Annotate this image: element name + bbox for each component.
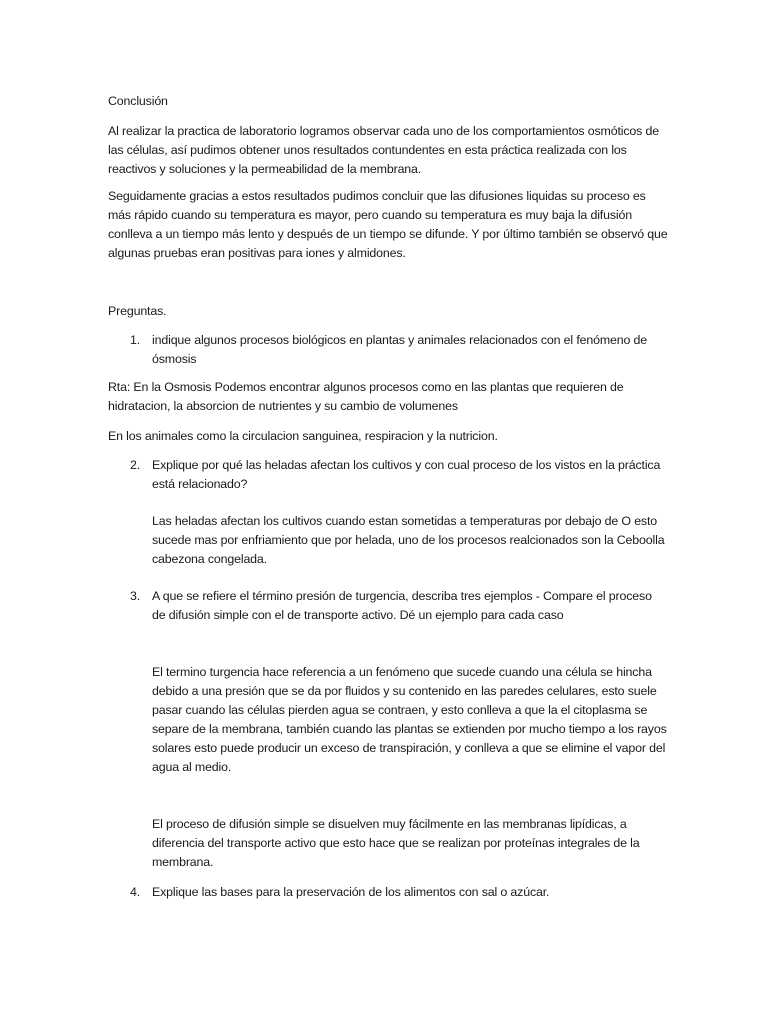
question-4-text: Explique las bases para la preservación de los alimentos con sal o azúcar. — [152, 885, 550, 899]
question-2-text: Explique por qué las heladas afectan los cultivos y con cual proceso de los vistos en la práctica está relacionado? — [152, 458, 661, 491]
question-2-answer: Las heladas afectan los cultivos cuando estan sometidas a temperaturas por debajo de O esto sucede mas por enfriamiento que por helada, uno de los procesos realcionados son la Ceboolla cabezona congelada. — [152, 514, 665, 566]
question-1-answer-2: En los animales como la circulacion sanguinea, respiracion y la nutricion. — [108, 429, 498, 443]
question-1-number: 1. — [130, 333, 141, 347]
conclusion-paragraph-1: Al realizar la practica de laboratorio logramos observar cada uno de los comportamientos osmóticos de las células, así pudimos obtener unos resultados contundentes en esta práctica realizada con los reactivos y soluciones y la permeabilidad de la membrana. — [108, 124, 659, 176]
question-3-number: 3. — [130, 589, 141, 603]
question-1-answer-1: Rta: En la Osmosis Podemos encontrar algunos procesos como en las plantas que requieren de hidratacion, la absorcion de nutrientes y su cambio de volumenes — [108, 380, 624, 413]
conclusion-heading: Conclusión — [108, 94, 168, 108]
question-2-number: 2. — [130, 458, 141, 472]
question-3-text: A que se refiere el término presión de turgencia, describa tres ejemplos - Compare el proceso de difusión simple con el de transporte activo. Dé un ejemplo para cada caso — [152, 589, 652, 622]
question-3-answer-1: El termino turgencia hace referencia a un fenómeno que sucede cuando una célula se hincha debido a una presión que se da por fluidos y su contenido en las paredes celulares, esto suele pasar cuando las células pierden agua se contraen, y esto conlleva a que la el citoplasma se separe de la membrana, también cuando las plantas se extienden por mucho tiempo a los rayos solares esto puede producir un exceso de transpiración, y conlleva a que se elimine el vapor del agua al medio. — [152, 665, 667, 774]
questions-heading: Preguntas. — [108, 304, 167, 318]
conclusion-paragraph-2: Seguidamente gracias a estos resultados pudimos concluir que las difusiones liquidas su proceso es más rápido cuando su temperatura es mayor, pero cuando su temperatura es muy baja la difusión conlleva a un tiempo más lento y después de un tiempo se difunde. Y por último también se observó que algunas pruebas eran positivas para iones y almidones. — [108, 189, 668, 260]
question-3-answer-2: El proceso de difusión simple se disuelven muy fácilmente en las membranas lipídicas, a diferencia del transporte activo que esto hace que se realizan por proteínas integrales de la membrana. — [152, 817, 640, 869]
question-4-number: 4. — [130, 885, 141, 899]
question-1-text: indique algunos procesos biológicos en plantas y animales relacionados con el fenómeno de ósmosis — [152, 333, 647, 366]
